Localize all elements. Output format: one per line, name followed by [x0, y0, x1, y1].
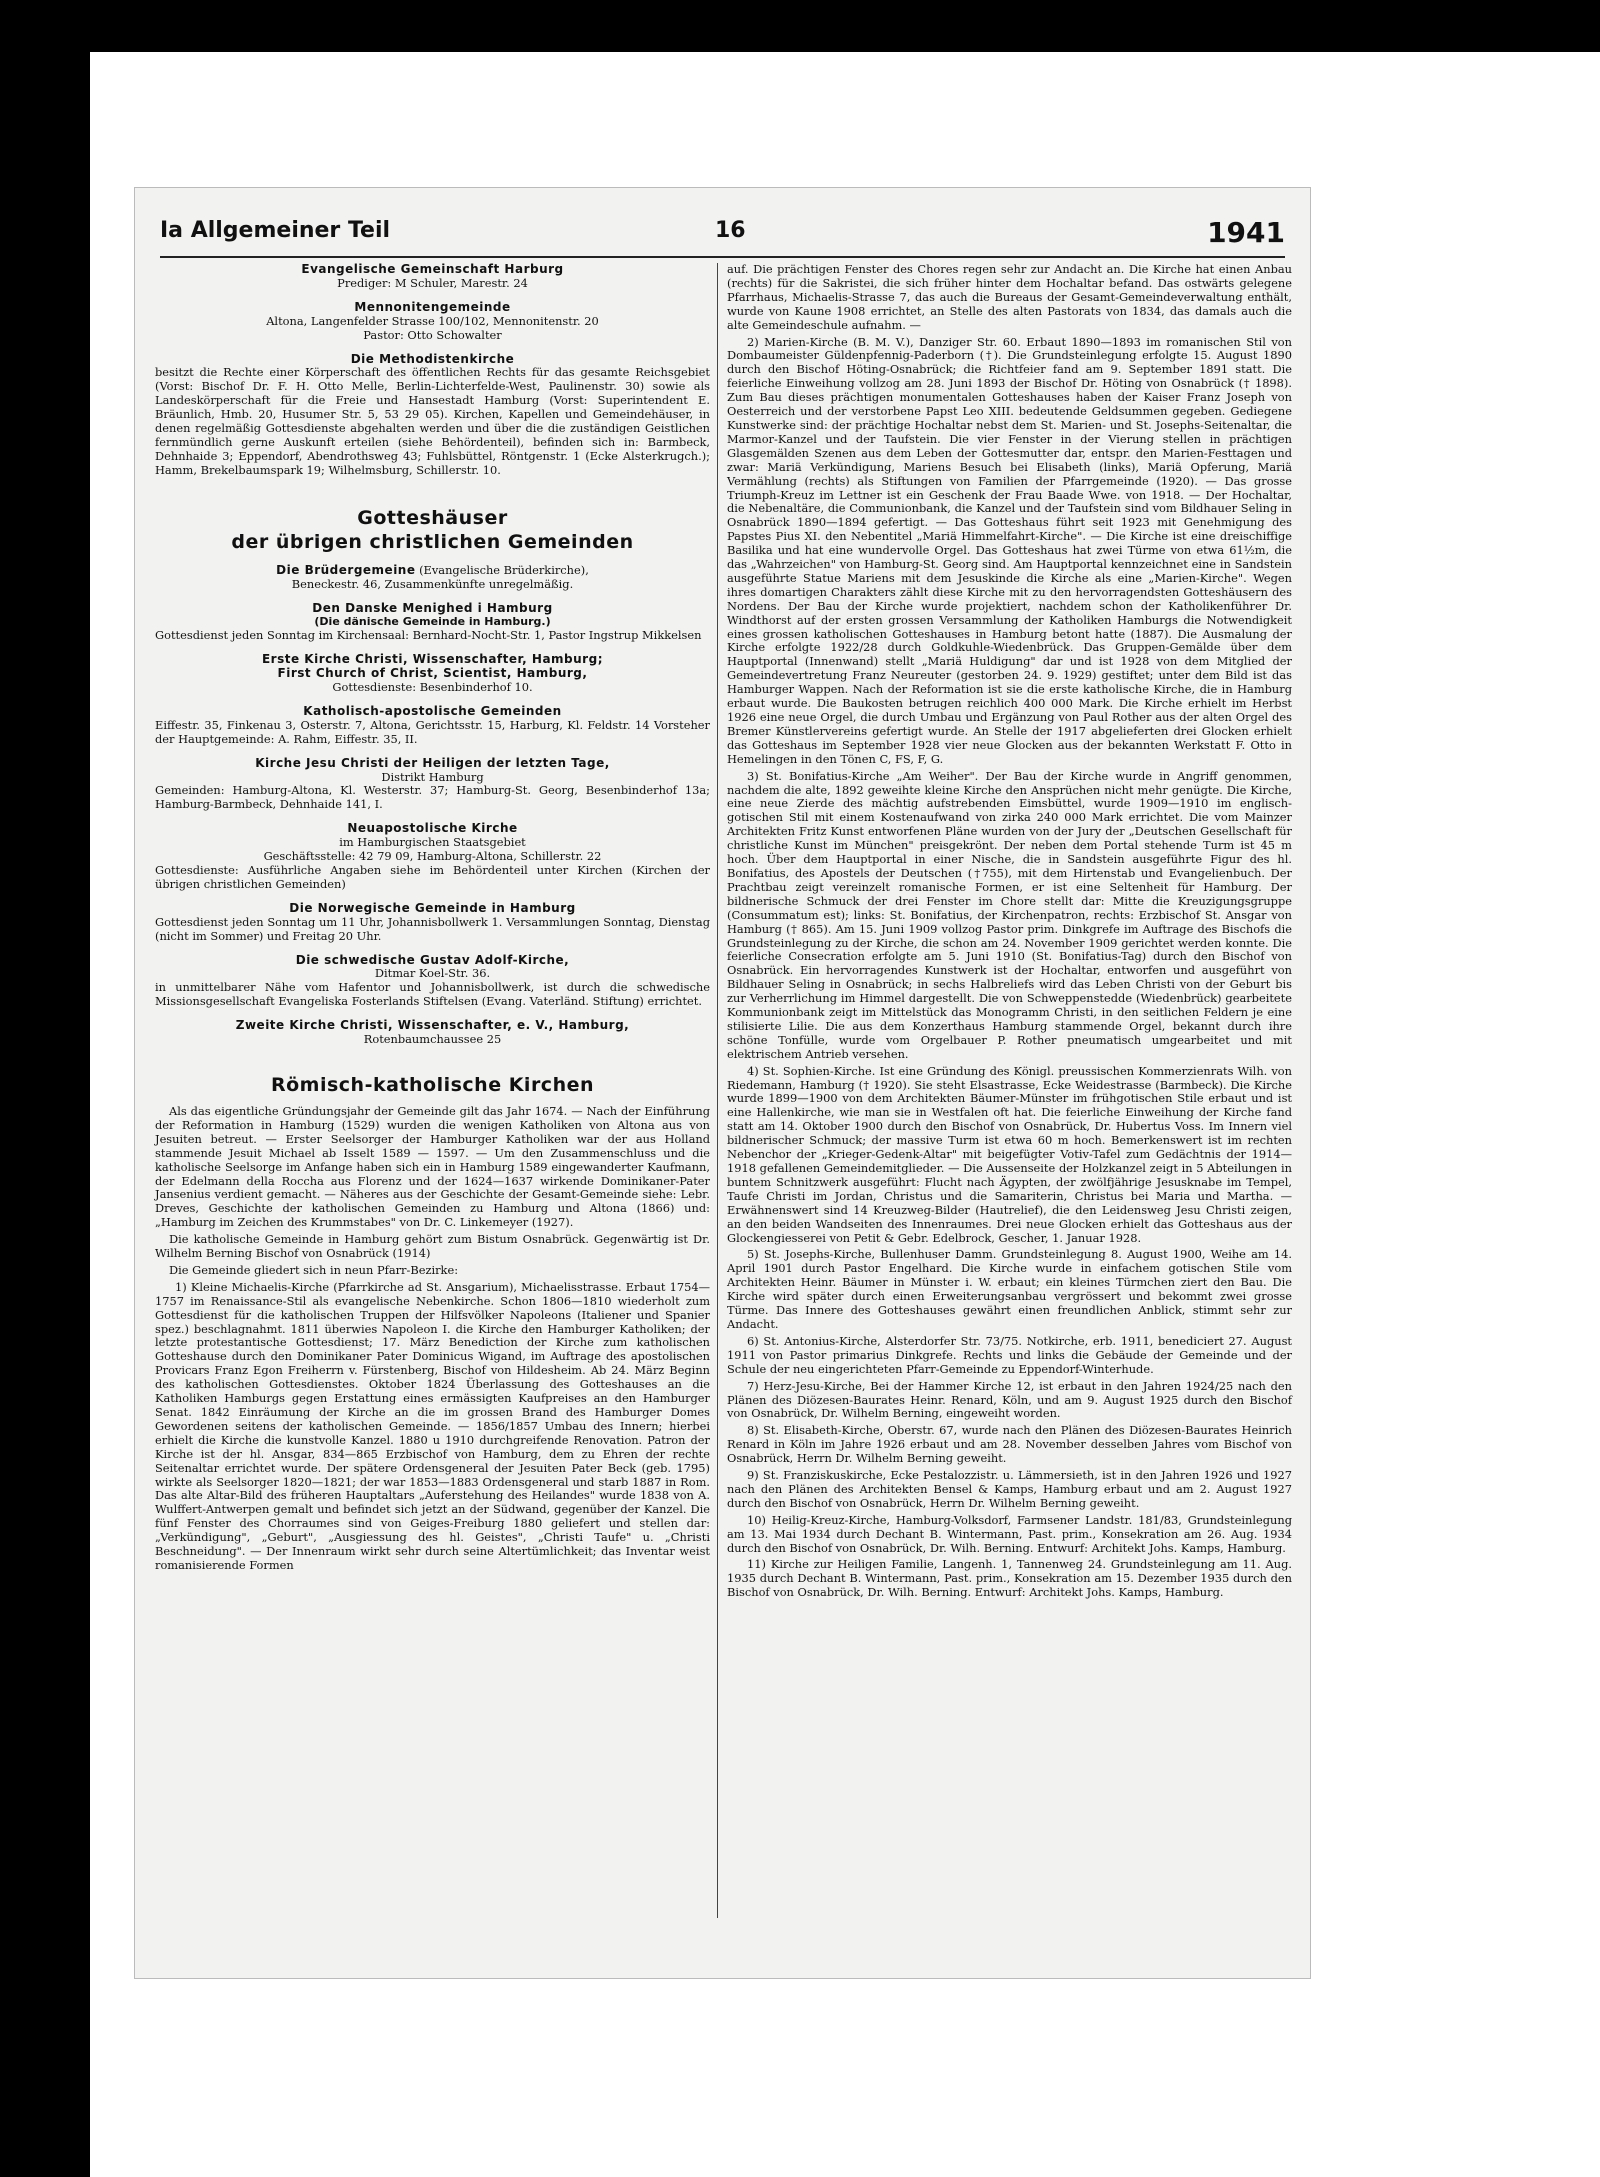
neuap-title: Neuapostolische Kirche [347, 821, 518, 836]
kath-ap-title: Katholisch-apostolische Gemeinden [303, 703, 562, 718]
menno-address: Altona, Langenfelder Strasse 100/102, Mennonitenstr. 20 [266, 313, 599, 328]
dansk-title: Den Danske Menighed i Hamburg [312, 600, 553, 615]
rk-entry-10: 10) Heilig-Kreuz-Kirche, Hamburg-Volksdorf, Farmsener Landstr. 181/83, Grundsteinlegung am 13. Mai 1934 durch Dechant B. Wintermann, Past. prim., Konsekration am 26. Aug. 1934 durch den Bischof von Osnabrück, Dr. Wilh. Berning. Entwurf: Architekt Johs. Kamps, Hamburg. [727, 1512, 1292, 1555]
methodist-text: besitzt die Rechte einer Körperschaft des öffentlichen Rechts für das gesamte Reichsgebiet (Vorst: Bischof Dr. F. H. Otto Melle, Berlin-Lichterfelde-West, Paulinenstr. 30) sowie als Landeskörperschaft für die Freie und Hansestadt Hamburg (Vorst: Superintendent E. Bräunlich, Hmb. 20, Husumer Str. 5, 53 29 05). Kirchen, Kapellen und Gemeindehäuser, in denen regelmäßig Gottesdienste abgehalten werden und über die die zuständigen Geistlichen fernmündlich gerne Auskunft erteilen (siehe Behördenteil), befinden sich in: Barmbeck, Dehnhaide 3; Eppendorf, Abendrothsweg 43; Fuhlsbüttel, Röntgenstr. 1 (Ecke Alsterkrugch.); Hamm, Brekelbaumspark 19; Wilhelmsburg, Schillerstr. 10. [155, 365, 710, 477]
harburg-preacher: Prediger: M Schuler, Marestr. 24 [337, 275, 528, 290]
rk-entry-3: 3) St. Bonifatius-Kirche „Am Weiher". Der Bau der Kirche wurde in Angriff genommen, nachdem die alte, 1892 geweihte kleine Kirche den Ansprüchen nicht mehr genügte. Die Kirche, eine neue Zierde des mächtig aufstrebenden Eimsbüttel, wurde 1909—1910 im englisch-gotischen Stil mit einem Kostenaufwand von zirka 240 000 Mark errichtet. Die vom Mainzer Architekten Fritz Kunst entworfenen Pläne wurden von der Jury der „Deutschen Gesellschaft für christliche Kunst im München" preisgekrönt. Der neben dem Portal stehende Turm ist 45 m hoch. Über dem Hauptportal in einer Nische, die in Sandstein ausgeführte Figur des hl. Bonifatius, des Apostels der Deutschen (†755), mit dem Hirtenstab und Evangelienbuch. Der Prachtbau zeigt vereinzelt romanische Formen, er ist eine Seltenheit für Hamburg. Der bildnerische Schmuck der drei Fenster im Chore stellt dar: Mitte die Kreuzigungsgruppe (Consummatum est); links: St. Bonifatius, der Kirchenpatron, rechts: Erzbischof St. Ansgar von Hamburg († 865). Am 15. Juni 1909 vollzog Pastor prim. Dinkgrefe im Auftrage des Bischofs die Grundsteinlegung zu der Kirche, die schon am 24. November 1909 gerichtet werden konnte. Die feierliche Consecration erfolgte am 5. Juni 1910 (St. Bonifatius-Tag) durch den Bischof von Osnabrück. Ein hervorragendes Kunstwerk ist der Hochaltar, entworfen und ausgeführt von Bildhauer Seling in Osnabrück; in sechs Halbreliefs wird das Leben Christi von der Geburt bis zur Verherrlichung im Himmel dargestellt. Die von Schweppenstedde (Wiedenbrück) gearbeitete Kommunionbank zeigt im Mittelstück das Monogramm Christi, in den seitlichen Feldern je eine stilisierte Lilie. Die aus dem Konzerthaus Hamburg stammende Orgel, bekannt durch ihre schöne Tonfülle, wurde vom Orgelbauer P. Rother pneumatisch umgearbeitet und mit elektrischem Antrieb versehen. [727, 768, 1292, 1061]
norw-title: Die Norwegische Gemeinde in Hamburg [289, 900, 576, 915]
christ-scientist-title-de: Erste Kirche Christi, Wissenschafter, Hamburg; [261, 652, 603, 667]
neuap-office: Geschäftsstelle: 42 79 09, Hamburg-Altona, Schillerstr. 22 [263, 849, 602, 864]
document-page [135, 188, 1310, 1978]
rk-entry-9: 9) St. Franziskuskirche, Ecke Pestalozzistr. u. Lämmersieth, ist in den Jahren 1926 und 1927 nach den Plänen des Architekten Bensel & Kamps, Hamburg erbaut und am 2. August 1927 durch den Bischof von Osnabrück, Herrn Dr. Wilhelm Berning geweiht. [727, 1468, 1292, 1510]
brueder-title: Die Brüdergemeine [276, 562, 416, 577]
right-column [727, 263, 1292, 1603]
jesu-text: Gemeinden: Hamburg-Altona, Kl. Westerstr. 37; Hamburg-St. Georg, Besenbinderhof 13a; Hamburg-Barmbeck, Dehnhaide 141, I. [155, 783, 710, 812]
neuap-subtitle: im Hamburgischen Staatsgebiet [339, 835, 526, 850]
brueder-subtitle: (Evangelische Brüderkirche), [419, 562, 589, 577]
rk-paragraph-3: Die Gemeinde gliedert sich in neun Pfarr-Bezirke: [169, 1262, 459, 1277]
header-section-title: Ia Allgemeiner Teil [160, 218, 391, 243]
dansk-subtitle: (Die dänische Gemeinde in Hamburg.) [314, 615, 551, 629]
dansk-text: Gottesdienst jeden Sonntag im Kirchensaal: Bernhard-Nocht-Str. 1, Pastor Ingstrup Mikkelsen [155, 628, 702, 643]
scan-border-top [0, 0, 1600, 52]
swed-title: Die schwedische Gustav Adolf-Kirche, [295, 952, 570, 967]
jesu-subtitle: Distrikt Hamburg [381, 769, 484, 784]
zweite-title: Zweite Kirche Christi, Wissenschafter, e. V., Hamburg, [235, 1018, 630, 1033]
rk-entry-6: 6) St. Antonius-Kirche, Alsterdorfer Str. 73/75. Notkirche, erb. 1911, benediciert 27. August 1911 von Pastor primarius Dinkgrefe. Rechts und links die Gebäude der Gemeinde und der Schule der neu eingerichteten Pfarr-Gemeinde zu Eppendorf-Winterhude. [727, 1333, 1292, 1376]
page-header [160, 216, 1285, 258]
kath-ap-text: Eiffestr. 35, Finkenau 3, Osterstr. 7, Altona, Gerichtsstr. 15, Harburg, Kl. Feldstr. 14 Vorsteher der Hauptgemeinde: A. Rahm, Eiffestr. 35, II. [155, 717, 710, 746]
scan-border-left [0, 0, 90, 2177]
column-divider [717, 263, 718, 1918]
swed-address: Ditmar Koel-Str. 36. [374, 966, 491, 981]
header-year: 1941 [1207, 216, 1285, 249]
rk-entry-5: 5) St. Josephs-Kirche, Bullenhuser Damm. Grundsteinlegung 8. August 1900, Weihe am 14. April 1901 durch Pastor Engelhard. Die Kirche wurde in einfachem gotischen Stile vom Architekten Heinr. Bäumer in Münster i. W. erbaut; ein kleines Türmchen ziert den Bau. Die Kirche wird später durch einen Erweiterungsanbau vergrössert und bekommt zwei grosse Türme. Das Innere des Gotteshauses gewährt einen freundlichen Anblick, stimmt sehr zur Andacht. [727, 1247, 1292, 1331]
rk-entry-11: 11) Kirche zur Heiligen Familie, Langenh. 1, Tannenweg 24. Grundsteinlegung am 11. Aug. 1935 durch Dechant B. Wintermann, Past. prim., Konsekration am 15. Dezember 1935 durch den Bischof von Osnabrück, Dr. Wilh. Berning. Entwurf: Architekt Johs. Kamps, Hamburg. [727, 1557, 1292, 1600]
left-column [155, 263, 710, 1576]
zweite-address: Rotenbaumchaussee 25 [363, 1032, 502, 1047]
christ-scientist-title-en: First Church of Christ, Scientist, Hamburg, [277, 666, 588, 681]
rk-entry-8: 8) St. Elisabeth-Kirche, Oberstr. 67, wurde nach den Plänen des Diözesen-Baurates Heinrich Renard in Köln im Jahre 1926 erbaut und am 28. November desselben Jahres vom Bischof von Osnabrück, Herrn Dr. Wilhelm Berning geweiht. [727, 1423, 1292, 1466]
rk-paragraph-1: Als das eigentliche Gründungsjahr der Gemeinde gilt das Jahr 1674. — Nach der Einführung der Reformation in Hamburg (1529) wurden die wenigen Katholiken von Altona aus von Jesuiten betreut. — Erster Seelsorger der Hamburger Katholiken war der aus Holland stammende Jesuit Michael ab Isselt 1589 — 1597. — Um den Zusammenschluss und die katholische Seelsorge im Anfange haben sich ein in Hamburg 1589 eingewanderter Kaufmann, der Edelmann della Roccha aus Florenz und der 1624—1637 wirkende Dominikaner-Pater Jansenius verdient gemacht. — Näheres aus der Geschichte der Gesamt-Gemeinde siehe: Lebr. Dreves, Geschichte der katholischen Gemeinden zu Hamburg und Altona (1866) und: „Hamburg im Zeichen des Krummstabes" von Dr. C. Linkemeyer (1927). [155, 1103, 710, 1230]
jesu-title: Kirche Jesu Christi der Heiligen der letzten Tage, [255, 755, 610, 770]
swed-text: in unmittelbarer Nähe vom Hafentor und Johannisbollwerk, ist durch die schwedische Missionsgesellschaft Evangeliska Fosterlands Stiftelsen (Evang. Vaterländ. Stiftung) errichtet. [155, 980, 710, 1009]
rk-paragraph-2: Die katholische Gemeinde in Hamburg gehört zum Bistum Osnabrück. Gegenwärtig ist Dr. Wilhelm Berning Bischof von Osnabrück (1914) [155, 1232, 710, 1261]
norw-text: Gottesdienst jeden Sonntag um 11 Uhr, Johannisbollwerk 1. Versammlungen Sonntag, Dienstag (nicht im Sommer) und Freitag 20 Uhr. [155, 914, 710, 943]
harburg-title: Evangelische Gemeinschaft Harburg [301, 262, 564, 276]
rk-entry-2: 2) Marien-Kirche (B. M. V.), Danziger Str. 60. Erbaut 1890—1893 im romanischen Stil von Dombaumeister Güldenpfennig-Paderborn (†). Die Grundsteinlegung erfolgte 15. August 1890 durch den Bischof Höting-Osnabrück; die Richtfeier fand am 9. September 1891 statt. Die feierliche Einweihung vollzog am 28. Juni 1893 der Bischof Dr. Höting von Osnabrück († 1898). Zum Bau dieses prächtigen monumentalen Gotteshauses haben der Kaiser Franz Joseph von Oesterreich und der verstorbene Papst Leo XIII. bedeutende Geldsummen gegeben. Gediegene Kunstwerke sind: der prächtige Hochaltar nebst dem St. Marien- und St. Josephs-Seitenaltar, die Marmor-Kanzel und der Taufstein. Die vier Fenster in der Vierung stellen in prächtigen Glasgemälden Szenen aus dem Leben der Gottesmutter dar, entspr. den Marien-Festtagen und zwar: Mariä Verkündigung, Mariens Besuch bei Elisabeth (links), Mariä Opferung, Mariä Vermählung (rechts) als Stiftungen von Familien der Pfarrgemeinde (1920). — Das grosse Triumph-Kreuz im Lettner ist ein Geschenk der Frau Baade Wwe. von 1918. — Der Hochaltar, die Nebenaltäre, die Communionbank, die Kanzel und der Taufstein sind vom Bildhauer Seling in Osnabrück 1890—1894 gefertigt. — Das Gotteshaus führt seit 1923 mit Genehmigung des Papstes Pius XI. den Nebentitel „Mariä Himmelfahrt-Kirche". — Die Kirche ist eine dreischiffige Basilika und hat eine wundervolle Orgel. Das Gotteshaus hat zwei Türme von etwa 61½m, die das „Wahrzeichen" von Hamburg-St. Georg sind. Am Hauptportal kennzeichnet eine in Sandstein ausgeführte Statue Mariens mit dem Jesuskinde die Kirche als eine „Marien-Kirche". Wegen ihres domartigen Charakters zählt diese Kirche mit zu den hervorragendsten Gotteshäusern des Nordens. Der Bau der Kirche wurde projektiert, nachdem schon der Katholikenführer Dr. Windthorst auf der ersten grossen Versammlung der Katholiken Hamburgs die Notwendigkeit eines grossen katholischen Gotteshauses in Hamburg betont hatte (1887). Die Ausmalung der Kirche erfolgte 1922/28 durch Goldkuhle-Wiedenbrück. Das Gruppen-Gemälde über dem Hauptportal (Innenwand) stellt „Mariä Huldigung" dar und ist 1928 von dem Mitglied der Gemeindevertretung Franz Neureuter (gestorben 24. 9. 1929) gestiftet; unter dem Bild ist das Hamburger Wappen. Nach der Reformation ist sie die erste katholische Kirche, die in Hamburg erbaut wurde. Die Baukosten betrugen reichlich 400 000 Mark. Die Kirche erhielt im Herbst 1926 eine neue Orgel, die durch Umbau und Ergänzung von Paul Rother aus der alten Orgel des Bremer Künstlervereins gefertigt wurde. An Stelle der 1917 abgelieferten drei Glocken erhielt das Gotteshaus im September 1928 vier neue Glocken aus der bekannten Werkstatt F. Otto in Hemelingen in den Tönen C, FS, F, G. [727, 334, 1292, 766]
rk-title: Römisch-katholische Kirchen [270, 1073, 595, 1096]
menno-title: Mennonitengemeinde [354, 299, 511, 314]
rk-entry-4: 4) St. Sophien-Kirche. Ist eine Gründung des Königl. preussischen Kommerzienrats Wilh. von Riedemann, Hamburg († 1920). Sie steht Elsastrasse, Ecke Weidestrasse (Barmbeck). Die Kirche wurde 1899—1900 von dem Architekten Bäumer-Münster im frühgotischen Stile erbaut und ist eine Hallenkirche, wie man sie in Westfalen oft hat. Die feierliche Einweihung der Kirche fand statt am 14. Oktober 1900 durch den Bischof von Osnabrück, Dr. Hubertus Voss. Im Innern viel bildnerischer Schmuck; der massive Turm ist etwa 60 m hoch. Bemerkenswert ist im rechten Nebenchor der „Krieger-Gedenk-Altar" mit beigefügter Votiv-Tafel zum Gedächtnis der 1914—1918 gefallenen Gemeindemitglieder. — Die Aussenseite der Holzkanzel zeigt in 5 Abteilungen in buntem Schnitzwerk ausgeführt: Flucht nach Ägypten, der zwölfjährige Jesusknabe im Tempel, Taufe Christi im Jordan, Christus und die Samariterin, Christus bei Maria und Martha. — Erwähnenswert sind 14 Kreuzweg-Bilder (Hautrelief), die den Leidensweg Jesu Christi zeigen, an den beiden Wandseiten des Innenraumes. Drei neue Glocken erhielt das Gotteshaus aus der Glockengiesserei von Petit & Gebr. Edelbrock, Gescher, 1. Januar 1928. [727, 1063, 1292, 1245]
gotteshaeuser-subtitle: der übrigen christlichen Gemeinden [231, 530, 634, 553]
rk-entry-1: 1) Kleine Michaelis-Kirche (Pfarrkirche ad St. Ansgarium), Michaelisstrasse. Erbaut 1754—1757 im Renaissance-Stil als evangelische Nebenkirche. Schon 1806—1810 wiederholt zum Gottesdienst für die katholischen Truppen der Hilfsvölker Napoleons (Italiener und Spanier spez.) beschlagnahmt. 1811 überwies Napoleon I. die Kirche den Hamburger Katholiken; der letzte protestantische Gottesdienst; 17. März Benediction der Kirche zum katholischen Gotteshause durch den Dominikaner Pater Dominicus Wigand, im Auftrage des apostolischen Provicars Franz Egon Freiherrn v. Fürstenberg, Bischof von Hildesheim. Ab 24. März Beginn des katholischen Gottesdienstes. Oktober 1824 Überlassung des Gotteshauses an die Katholiken Hamburgs gegen Erstattung eines ermässigten Kaufpreises an den Hamburger Senat. 1842 Einräumung der Kirche an die im grossen Brand des Hamburger Domes Gewordenen seitens der katholischen Gemeinde. — 1856/1857 Umbau des Innern; hierbei erhielt die Kirche die kunstvolle Kanzel. 1880 u 1910 durchgreifende Renovation. Patron der Kirche ist der hl. Ansgar, 834—865 Erzbischof von Hamburg, dem zu Ehren der rechte Seitenaltar errichtet wurde. Der spätere Ordensgeneral der Jesuiten Pater Beck (geb. 1795) wirkte als Seelsorger 1820—1821; der war 1853—1883 Ordensgeneral und starb 1887 in Rom. Das alte Altar-Bild des früheren Hauptaltars „Auferstehung des Heilandes" wurde 1838 von A. Wulffert-Antwerpen gemalt und befindet sich jetzt an der Südwand, gegenüber der Kanzel. Die fünf Fenster des Chorraumes sind von Geiges-Freiburg 1880 geliefert und stellen dar: „Verkündigung", „Geburt", „Ausgiessung des hl. Geistes", „Christi Taufe" u. „Christi Beschneidung". — Der Innenraum wirkt sehr durch seine Altertümlichkeit; das Inventar weist romanisierende Formen [155, 1279, 710, 1572]
christ-scientist-text: Gottesdienste: Besenbinderhof 10. [332, 680, 533, 695]
neuap-services: Gottesdienste: Ausführliche Angaben siehe im Behördenteil unter Kirchen (Kirchen der übrigen christlichen Gemeinden) [155, 863, 710, 891]
gotteshaeuser-title: Gotteshäuser [357, 506, 508, 529]
rk-entry-1-continued: auf. Die prächtigen Fenster des Chores regen sehr zur Andacht an. Die Kirche hat einen Anbau (rechts) für die Sakristei, die sich früher hinter dem Hochaltar befand. Das ostwärts gelegene Pfarrhaus, Michaelis-Strasse 7, das auch die Bureaus der Gesamt-Gemeindeverwaltung enthält, wurde von Kaune 1908 errichtet, an Stelle des alten Pastorats von 1834, das damals auch die alte Gemeindeschule aufnahm. — [727, 262, 1292, 332]
methodist-title: Die Methodistenkirche [350, 351, 515, 366]
rk-entry-7: 7) Herz-Jesu-Kirche, Bei der Hammer Kirche 12, ist erbaut in den Jahren 1924/25 nach den Plänen des Diözesen-Baurates Heinr. Renard, Köln, und am 9. August 1925 durch den Bischof von Osnabrück, Dr. Wilhelm Berning, eingeweiht worden. [727, 1378, 1292, 1421]
menno-pastor: Pastor: Otto Schowalter [363, 327, 502, 342]
brueder-address: Beneckestr. 46, Zusammenkünfte unregelmäßig. [291, 576, 574, 591]
header-page-number: 16 [715, 218, 746, 243]
